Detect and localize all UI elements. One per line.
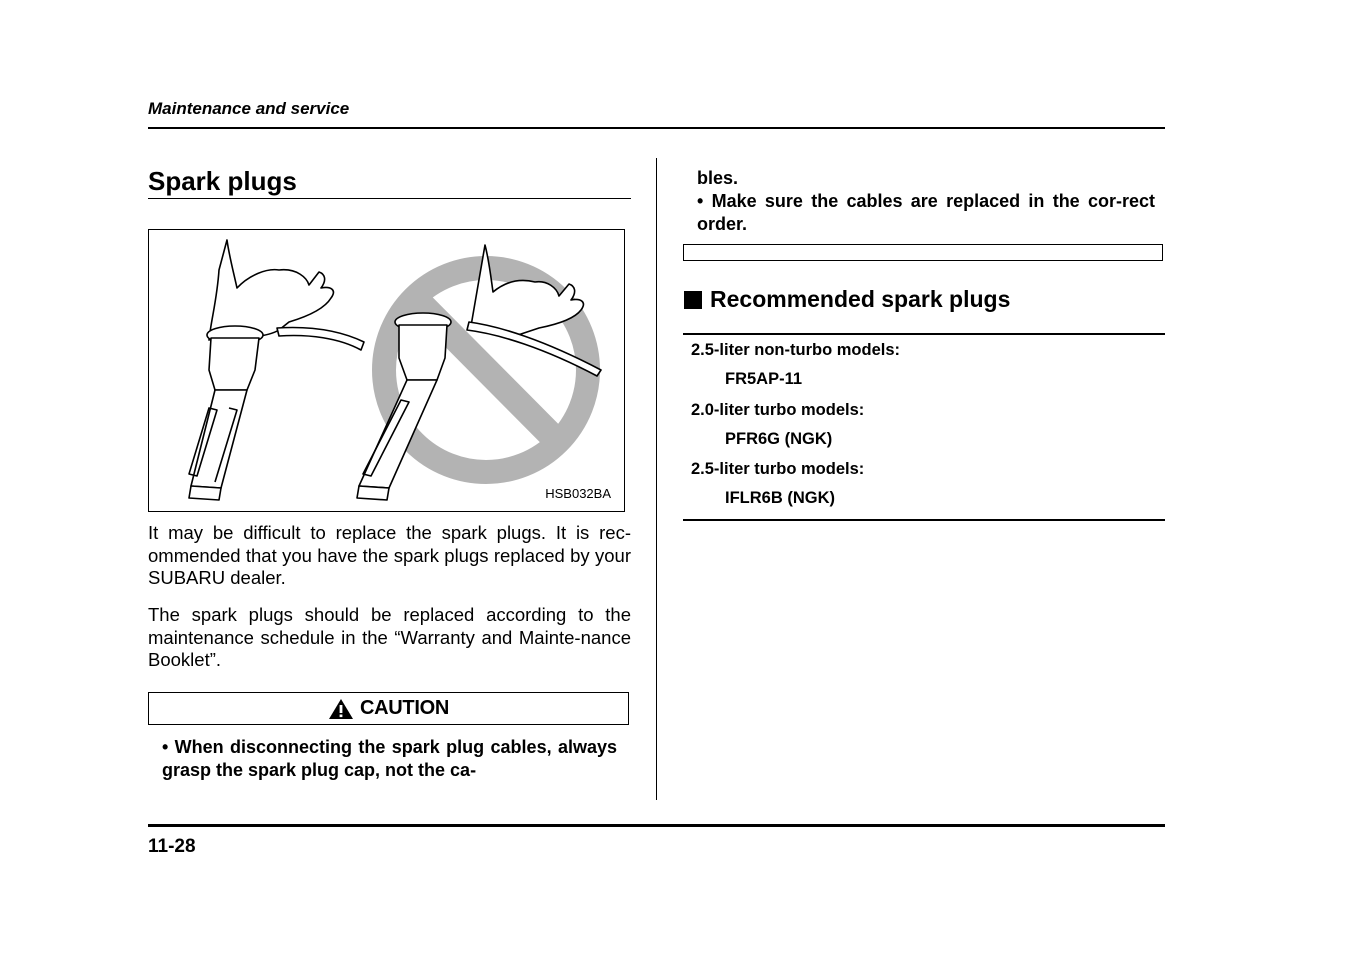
spark-plug-table — [683, 333, 1165, 521]
caution-item-1 — [162, 736, 617, 782]
plug-model: 2.0-liter turbo models: — [691, 400, 865, 419]
column-divider — [656, 158, 657, 800]
square-bullet-icon — [684, 291, 702, 309]
caution-item-2-text: Make sure the cables are replaced in the cor-rect order. — [697, 191, 1155, 234]
plug-part: PFR6G (NGK) — [725, 429, 833, 448]
caution-header — [148, 692, 629, 725]
subsection-title-text: Recommended spark plugs — [710, 286, 1011, 312]
plug-part: IFLR6B (NGK) — [725, 489, 835, 507]
plug-model: 2.5-liter non-turbo models: — [691, 341, 901, 359]
page-number: 11-28 — [148, 836, 196, 857]
paragraph-1: It may be difficult to replace the spark plugs. It is rec-ommended that you have the spark plugs replaced by your SUBARU dealer. — [148, 522, 631, 588]
title-underline — [148, 198, 631, 199]
bullet-icon: • — [697, 191, 712, 211]
table-bottom-rule — [683, 519, 1165, 521]
caution-footer-box — [683, 244, 1163, 261]
header-rule — [148, 127, 1165, 129]
caution-item-2 — [697, 190, 1155, 236]
footer-rule — [148, 824, 1165, 827]
caution-label: CAUTION — [359, 697, 449, 719]
caution-text: When disconnecting the spark plug cables, always grasp the spark plug cap, not the ca- — [162, 737, 617, 780]
spark-plug-illustration — [149, 230, 625, 512]
plug-model: 2.5-liter turbo models: — [691, 460, 865, 478]
running-header: Maintenance and service — [148, 99, 350, 118]
paragraph-2: The spark plugs should be replaced according to the maintenance schedule in the “Warranty and Mainte-nance Booklet”. — [148, 604, 631, 670]
spark-plug-figure — [148, 229, 625, 512]
warning-triangle-icon — [328, 698, 354, 720]
plug-part: FR5AP-11 — [725, 370, 803, 388]
subsection-title — [684, 286, 1010, 313]
bullet-icon: • — [162, 737, 175, 757]
figure-code: HSB032BA — [545, 486, 611, 501]
caution-continued: bles. — [697, 168, 739, 188]
section-title: Spark plugs — [148, 166, 297, 196]
